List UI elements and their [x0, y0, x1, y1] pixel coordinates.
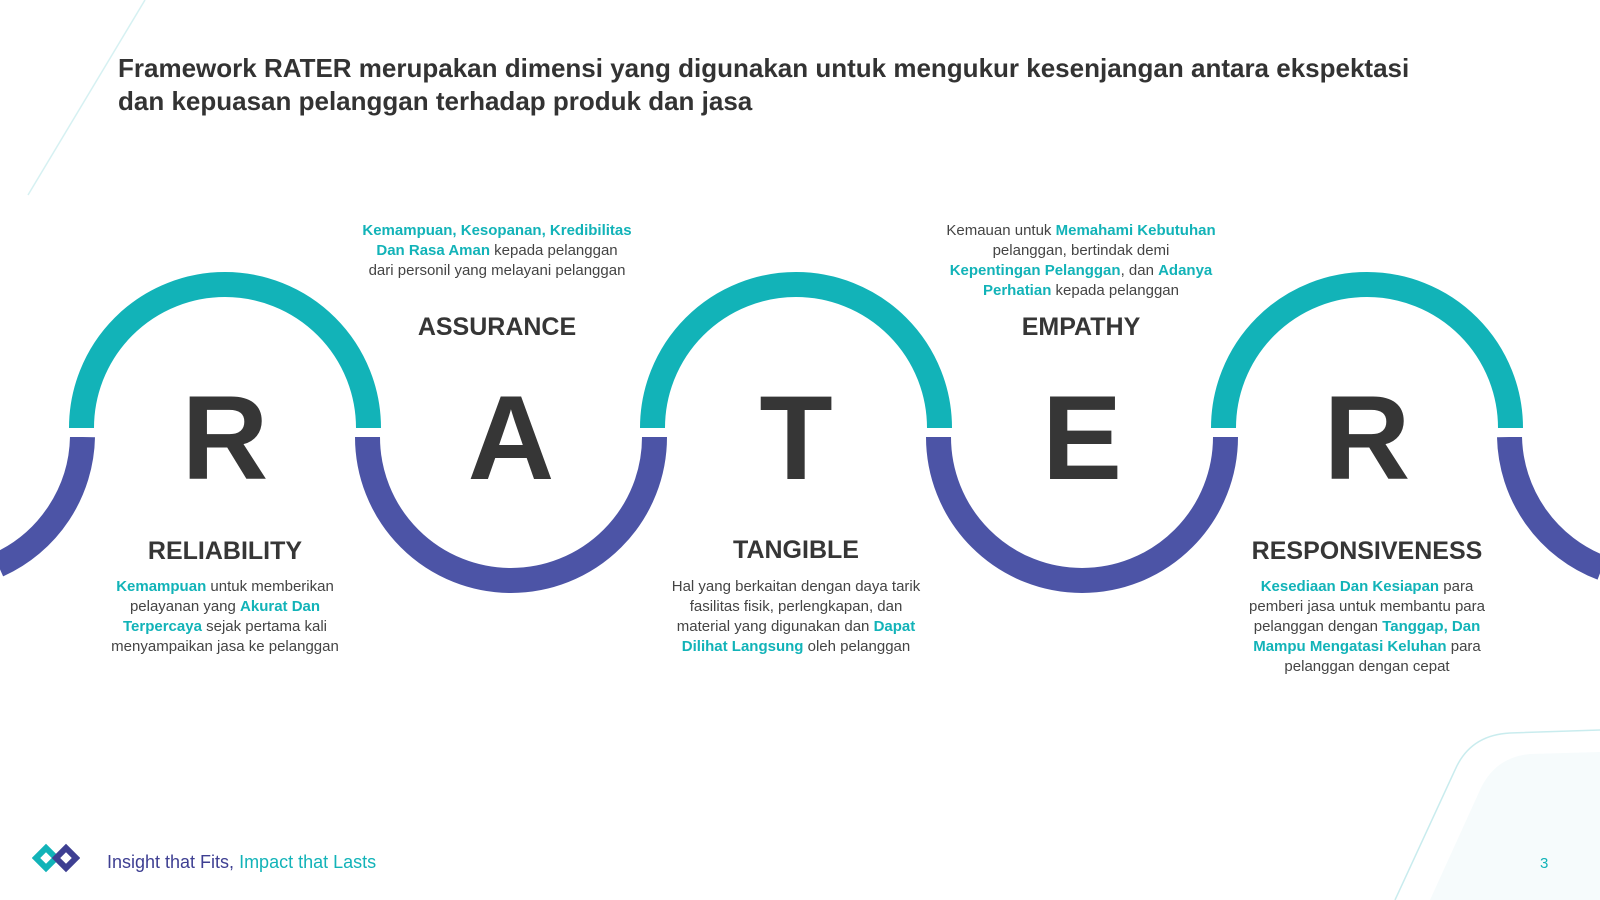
letter-r-2: R	[1323, 371, 1411, 505]
page-number: 3	[1540, 855, 1549, 872]
letter-a: A	[467, 371, 555, 505]
desc-text: Hal yang berkaitan dengan daya tarik fasilitas fisik, perlengkapan, dan material yang digunakan dan	[671, 578, 921, 635]
desc-highlight: Dapat Dilihat Langsung	[681, 618, 916, 655]
desc-text: Kemauan untuk	[946, 222, 1056, 239]
footer-tagline	[107, 852, 376, 873]
label-empathy: EMPATHY	[1021, 313, 1141, 341]
wave-arc-lower-right	[1510, 437, 1600, 568]
desc-text: para pelanggan dengan cepat	[1284, 638, 1481, 675]
label-reliability: RELIABILITY	[147, 537, 303, 565]
desc-highlight: Kepentingan Pelanggan	[949, 262, 1121, 279]
desc-highlight: Memahami Kebutuhan	[1055, 222, 1216, 239]
letter-t: T	[759, 371, 833, 505]
company-logo-icon	[32, 842, 80, 874]
desc-highlight: Tanggap, Dan Mampu Mengatasi Keluhan	[1253, 618, 1481, 655]
desc-text: , dan	[1120, 262, 1159, 279]
desc-highlight: Kesediaan Dan Kesiapan	[1260, 578, 1440, 595]
desc-empathy	[946, 221, 1216, 301]
label-tangible: TANGIBLE	[733, 536, 859, 564]
desc-highlight: Adanya Perhatian	[983, 262, 1213, 299]
desc-text: sejak pertama kali menyampaikan jasa ke pelanggan	[111, 618, 339, 655]
desc-text: untuk memberikan pelayanan yang	[129, 578, 334, 615]
desc-responsiveness	[1232, 577, 1502, 677]
desc-highlight: Akurat Dan Terpercaya	[122, 598, 321, 635]
desc-text: kepada pelanggan dari personil yang melayani pelanggan	[368, 242, 626, 279]
desc-highlight: Kemampuan, Kesopanan, Kredibilitas Dan Rasa Aman	[362, 222, 632, 259]
label-assurance: ASSURANCE	[417, 313, 577, 341]
desc-assurance	[362, 221, 632, 281]
label-responsiveness: RESPONSIVENESS	[1251, 537, 1483, 565]
desc-text: oleh pelanggan	[803, 638, 911, 655]
desc-text: kepada pelanggan	[1051, 282, 1179, 299]
tagline-part-1: Insight that Fits,	[107, 852, 240, 872]
letter-e: E	[1041, 371, 1123, 505]
tagline-part-2: Impact that Lasts	[239, 852, 377, 872]
letter-r-1: R	[181, 371, 269, 505]
desc-text: para pemberi jasa untuk membantu para pelanggan dengan	[1249, 578, 1485, 635]
page-title: Framework RATER merupakan dimensi yang digunakan untuk mengukur kesenjangan antara ekspektasi dan kepuasan pelanggan terhadap produk dan jasa	[118, 53, 1410, 116]
desc-highlight: Kemampuan	[116, 578, 207, 595]
desc-reliability	[90, 577, 360, 657]
desc-text: pelanggan, bertindak demi	[992, 242, 1170, 259]
wave-arc-lower-left	[0, 437, 83, 565]
desc-tangible	[661, 577, 931, 657]
